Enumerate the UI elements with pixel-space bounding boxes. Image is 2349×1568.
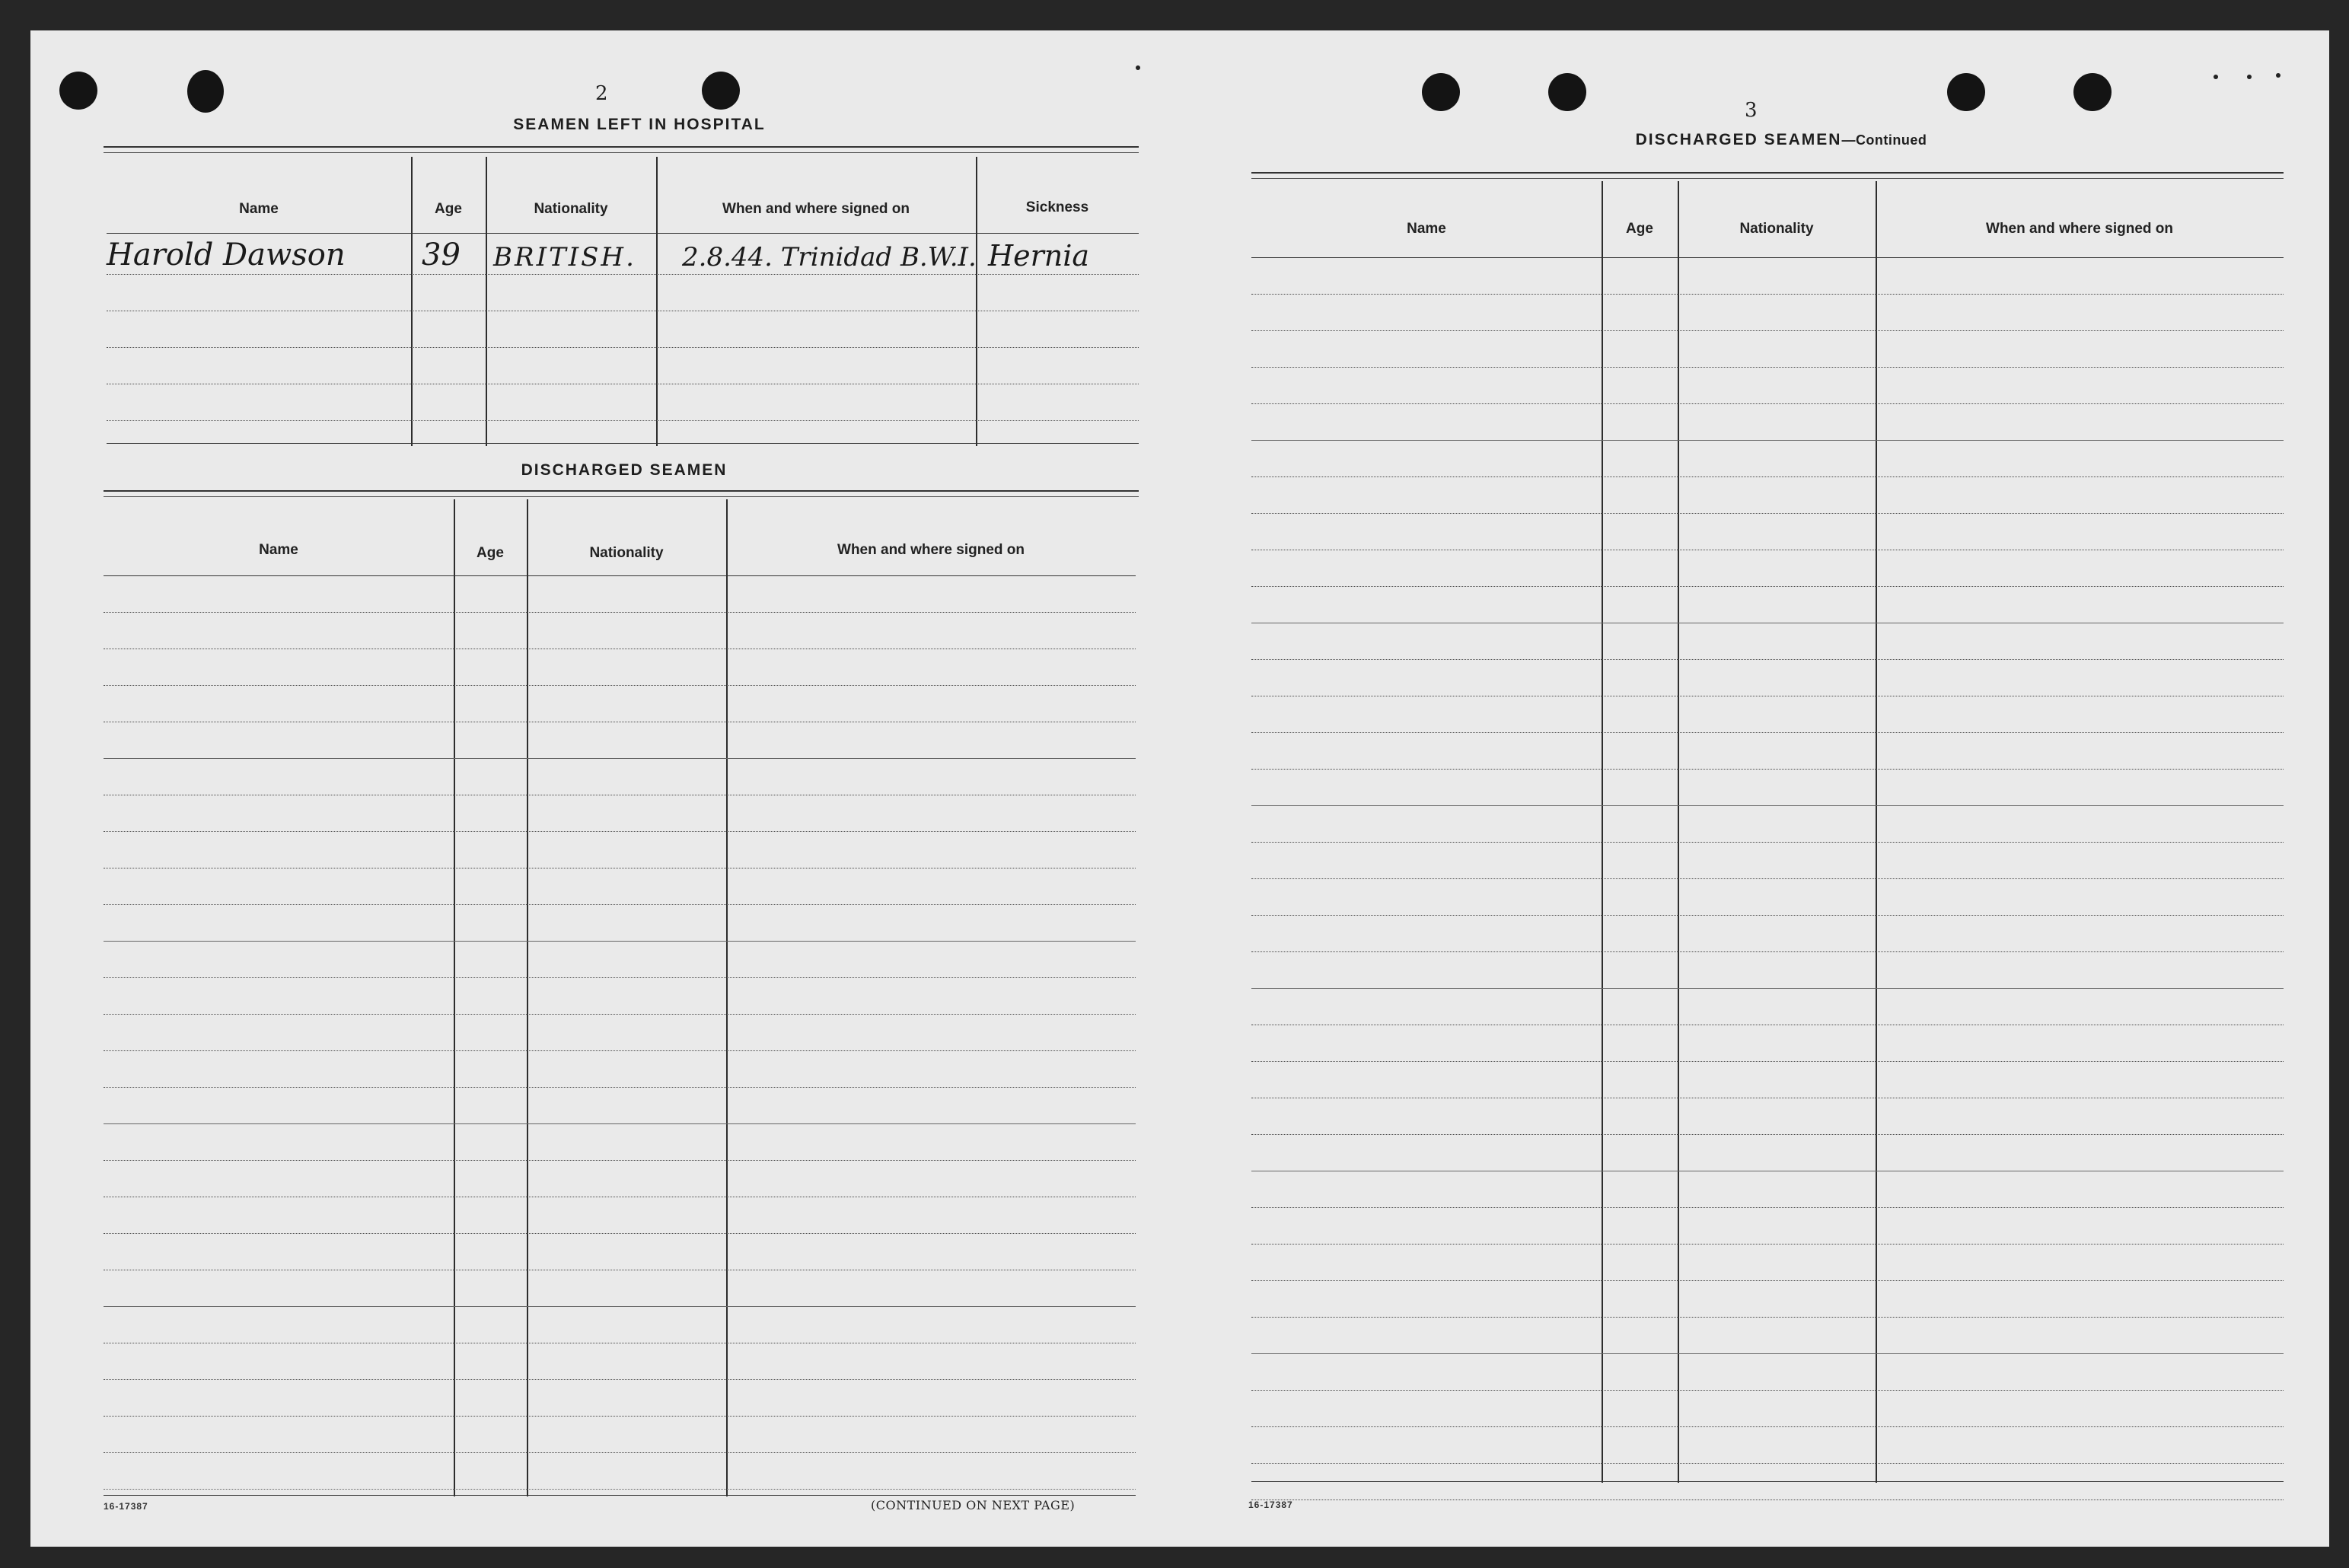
table-row [104,649,1136,686]
title-suffix: —Continued [1841,132,1927,148]
table-row [104,1014,1136,1051]
table-row [1251,1390,2284,1427]
table-row [1251,367,2284,404]
discharged-continued-table [1251,181,2284,1483]
table-row [1251,476,2284,514]
entry-sickness: Hernia [988,239,1090,272]
header-nationality: Nationality [589,545,664,561]
title-rule [104,146,1139,153]
table-row [1251,1244,2284,1281]
table-row [104,1270,1136,1307]
table-row [1251,951,2284,989]
table-row [1251,1207,2284,1245]
table-row [107,233,1139,275]
punch-hole [187,70,224,113]
table-row [104,795,1136,832]
table-row [104,1233,1136,1270]
punch-hole [1548,73,1586,111]
table-row [104,722,1136,759]
table-bottom-rule [104,1495,1136,1496]
table-row [1251,440,2284,477]
table-row [1251,330,2284,368]
header-nationality: Nationality [534,201,608,217]
table-row [104,1416,1136,1453]
discharged-section-title: DISCHARGED SEAMEN [521,461,728,479]
header-signed-on: When and where signed on [837,542,1025,558]
table-row [1251,805,2284,843]
table-row [104,1379,1136,1417]
table-row [1251,550,2284,587]
table-row [104,575,1136,613]
table-row [1251,1353,2284,1391]
table-bottom-rule [107,443,1139,444]
table-row [104,868,1136,905]
table-row [1251,1025,2284,1062]
header-age: Age [435,201,462,217]
speck [2276,73,2280,78]
table-row [104,1087,1136,1124]
table-row [1251,1317,2284,1354]
header-nationality: Nationality [1739,221,1814,237]
form-number: 16-17387 [104,1501,148,1512]
table-row [1251,257,2284,295]
table-row [1251,1280,2284,1318]
continued-note: (CONTINUED ON NEXT PAGE) [871,1498,1076,1512]
table-row [107,311,1139,348]
document-sheet [30,30,2329,1547]
header-age: Age [1626,221,1653,237]
entry-age: 39 [422,237,461,272]
discharged-continued-title [1568,131,1994,149]
table-row [104,831,1136,868]
punch-hole [1947,73,1985,111]
table-row [104,612,1136,649]
speck [2214,75,2218,79]
entry-signed-on: 2.8.44. Trinidad B.W.I. [682,242,977,272]
table-row [104,1160,1136,1197]
header-signed-on: When and where signed on [1986,221,2173,237]
table-row [1251,1098,2284,1135]
hospital-section-title: SEAMEN LEFT IN HOSPITAL [513,116,766,133]
entry-nationality: BRITISH. [493,242,636,272]
table-row [1251,988,2284,1025]
table-row [104,1123,1136,1161]
table-row [104,685,1136,722]
table-row [1251,842,2284,879]
table-row [1251,1426,2284,1464]
speck [2247,75,2252,79]
table-row [1251,403,2284,441]
table-row [104,1306,1136,1343]
speck [1136,65,1140,70]
page-number: 3 [1745,99,1758,122]
header-signed-on: When and where signed on [722,201,910,217]
punch-hole [59,72,97,110]
punch-hole [702,72,740,110]
table-row [104,1197,1136,1234]
table-row [1251,732,2284,770]
table-row [1251,915,2284,952]
punch-hole [2073,73,2112,111]
header-age: Age [476,545,504,561]
page-number: 2 [595,82,608,105]
table-row [104,977,1136,1015]
table-row [107,347,1139,384]
table-row [104,1343,1136,1380]
discharged-table [104,499,1136,1496]
punch-hole [1422,73,1460,111]
table-row [104,758,1136,795]
table-row [1251,294,2284,331]
table-row [107,384,1139,421]
header-name: Name [239,201,279,217]
header-name: Name [1407,221,1446,237]
title-text: DISCHARGED SEAMEN [1635,131,1842,148]
table-row [104,1050,1136,1088]
table-row [1251,513,2284,550]
title-rule [104,490,1139,497]
table-bottom-rule [1251,1481,2284,1482]
table-row [1251,659,2284,696]
table-row [104,904,1136,942]
table-row [104,941,1136,978]
hospital-table [107,157,1139,446]
table-row [1251,696,2284,733]
table-row [1251,1061,2284,1098]
table-row [1251,769,2284,806]
table-row [1251,623,2284,660]
table-row [1251,878,2284,916]
table-row [107,274,1139,311]
header-sickness: Sickness [1025,199,1089,215]
header-name: Name [259,542,298,558]
title-rule [1251,172,2284,179]
entry-name: Harold Dawson [107,237,346,272]
table-row [104,1452,1136,1490]
form-number: 16-17387 [1248,1499,1293,1510]
table-row [1251,586,2284,623]
table-row [1251,1171,2284,1208]
table-row [1251,1134,2284,1171]
